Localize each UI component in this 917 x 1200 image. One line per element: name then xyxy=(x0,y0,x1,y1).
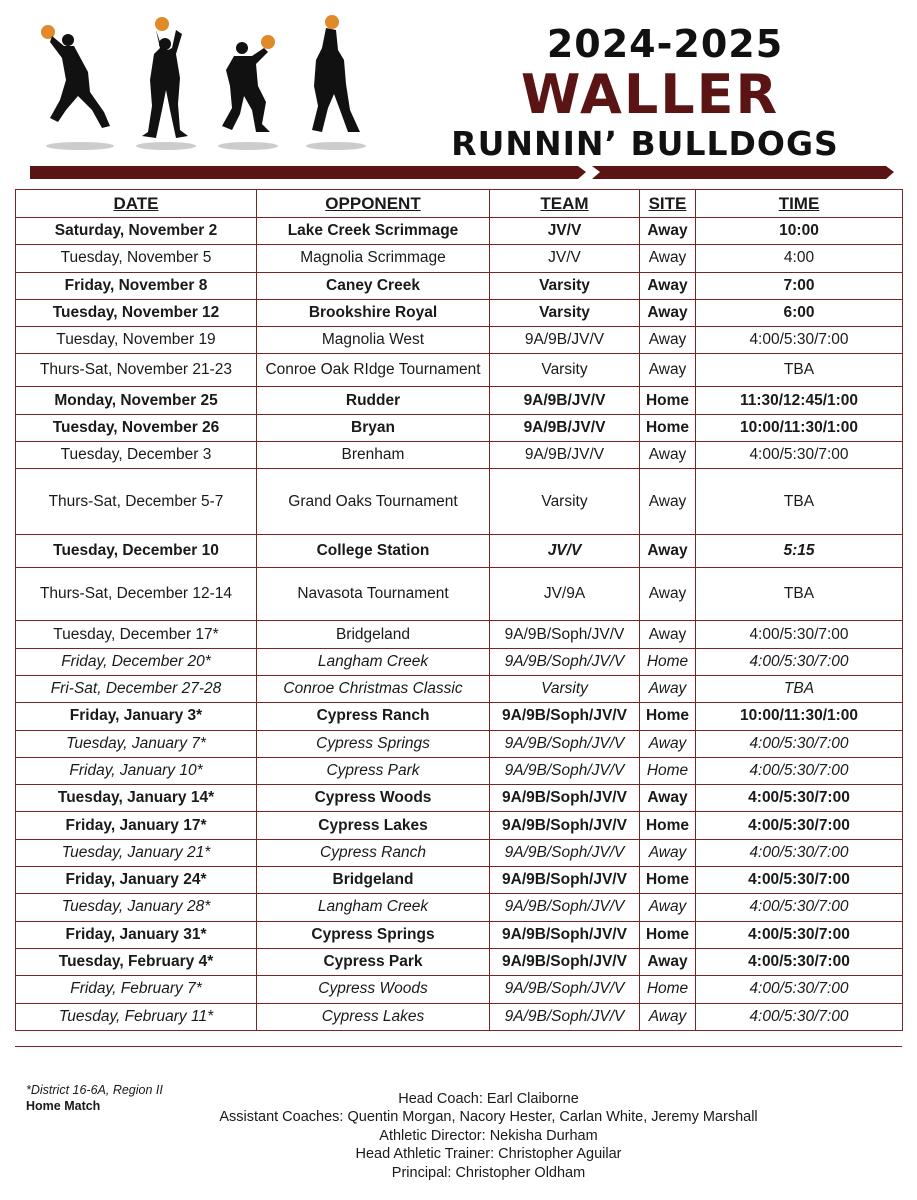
cell-site: Home xyxy=(640,921,696,948)
cell-opponent: Cypress Woods xyxy=(257,785,490,812)
cell-time: 4:00/5:30/7:00 xyxy=(696,812,903,839)
cell-date: Tuesday, December 3 xyxy=(16,442,257,469)
cell-opponent: Cypress Springs xyxy=(257,730,490,757)
cell-opponent: Langham Creek xyxy=(257,894,490,921)
cell-time: 11:30/12:45/1:00 xyxy=(696,387,903,414)
table-row xyxy=(16,648,903,675)
cell-site: Away xyxy=(640,568,696,621)
cell-time: 7:00 xyxy=(696,272,903,299)
cell-team: Varsity xyxy=(490,299,640,326)
table-row xyxy=(16,703,903,730)
cell-opponent: Magnolia Scrimmage xyxy=(257,245,490,272)
table-row xyxy=(16,948,903,975)
cell-opponent: Cypress Lakes xyxy=(257,812,490,839)
cell-opponent: Brenham xyxy=(257,442,490,469)
table-row xyxy=(16,387,903,414)
cell-team: 9A/9B/Soph/JV/V xyxy=(490,648,640,675)
cell-opponent: Conroe Christmas Classic xyxy=(257,675,490,702)
cell-date: Tuesday, February 11* xyxy=(16,1003,257,1030)
table-row xyxy=(16,442,903,469)
table-row xyxy=(16,1003,903,1030)
cell-opponent: Caney Creek xyxy=(257,272,490,299)
cell-opponent: Rudder xyxy=(257,387,490,414)
cell-opponent: Lake Creek Scrimmage xyxy=(257,218,490,245)
col-header-date: DATE xyxy=(16,190,257,218)
cell-site: Away xyxy=(640,327,696,354)
cell-time: 10:00 xyxy=(696,218,903,245)
school-name: WALLER xyxy=(520,63,780,126)
cell-team: 9A/9B/JV/V xyxy=(490,414,640,441)
player-silhouette-3 xyxy=(218,35,278,150)
title-block xyxy=(380,22,917,164)
cell-site: Away xyxy=(640,621,696,648)
cell-date: Tuesday, November 12 xyxy=(16,299,257,326)
header xyxy=(0,0,917,185)
district-note: *District 16-6A, Region II xyxy=(26,1083,163,1097)
cell-time: 4:00/5:30/7:00 xyxy=(696,442,903,469)
cell-site: Away xyxy=(640,839,696,866)
cell-date: Tuesday, January 14* xyxy=(16,785,257,812)
arrow-bar-right xyxy=(592,166,894,179)
cell-site: Away xyxy=(640,354,696,387)
cell-date: Fri-Sat, December 27-28 xyxy=(16,675,257,702)
player-silhouette-2 xyxy=(136,17,196,150)
table-row xyxy=(16,757,903,784)
cell-time: 4:00/5:30/7:00 xyxy=(696,976,903,1003)
table-row xyxy=(16,535,903,568)
cell-date: Thurs-Sat, November 21-23 xyxy=(16,354,257,387)
table-row xyxy=(16,218,903,245)
cell-team: 9A/9B/Soph/JV/V xyxy=(490,730,640,757)
cell-time: 4:00/5:30/7:00 xyxy=(696,621,903,648)
table-row xyxy=(16,354,903,387)
cell-site: Away xyxy=(640,245,696,272)
cell-team: 9A/9B/Soph/JV/V xyxy=(490,621,640,648)
col-header-site: SITE xyxy=(640,190,696,218)
cell-time: TBA xyxy=(696,675,903,702)
staff-head-coach: Head Coach: Earl Claiborne xyxy=(398,1091,579,1107)
cell-site: Away xyxy=(640,730,696,757)
cell-team: 9A/9B/Soph/JV/V xyxy=(490,839,640,866)
table-row xyxy=(16,272,903,299)
cell-date: Tuesday, November 5 xyxy=(16,245,257,272)
cell-date: Tuesday, December 17* xyxy=(16,621,257,648)
decorative-arrow-bars xyxy=(30,162,894,182)
cell-site: Away xyxy=(640,1003,696,1030)
table-row xyxy=(16,621,903,648)
cell-time: 4:00/5:30/7:00 xyxy=(696,839,903,866)
season-year: 2024-2025 xyxy=(546,22,784,66)
cell-date: Saturday, November 2 xyxy=(16,218,257,245)
cell-opponent: Cypress Park xyxy=(257,757,490,784)
cell-date: Tuesday, January 28* xyxy=(16,894,257,921)
basketball-players-graphic xyxy=(30,14,390,162)
cell-opponent: Conroe Oak RIdge Tournament xyxy=(257,354,490,387)
cell-team: 9A/9B/Soph/JV/V xyxy=(490,976,640,1003)
arrow-bar-left xyxy=(30,166,586,179)
cell-opponent: Brookshire Royal xyxy=(257,299,490,326)
col-header-team: TEAM xyxy=(490,190,640,218)
schedule-table xyxy=(15,189,903,1031)
cell-team: Varsity xyxy=(490,272,640,299)
cell-time: 4:00/5:30/7:00 xyxy=(696,1003,903,1030)
cell-site: Away xyxy=(640,272,696,299)
staff-head-trainer: Head Athletic Trainer: Christopher Aguilar xyxy=(355,1146,622,1163)
cell-team: 9A/9B/Soph/JV/V xyxy=(490,948,640,975)
cell-time: TBA xyxy=(696,568,903,621)
cell-team: 9A/9B/Soph/JV/V xyxy=(490,812,640,839)
table-row xyxy=(16,469,903,535)
player-silhouette-4 xyxy=(306,15,366,150)
cell-opponent: Grand Oaks Tournament xyxy=(257,469,490,535)
cell-time: TBA xyxy=(696,469,903,535)
staff-athletic-director: Athletic Director: Nekisha Durham xyxy=(379,1127,598,1144)
cell-date: Tuesday, January 21* xyxy=(16,839,257,866)
cell-site: Home xyxy=(640,414,696,441)
cell-team: JV/V xyxy=(490,535,640,568)
cell-site: Away xyxy=(640,535,696,568)
cell-date: Friday, January 17* xyxy=(16,812,257,839)
cell-opponent: Cypress Lakes xyxy=(257,1003,490,1030)
cell-site: Home xyxy=(640,812,696,839)
cell-date: Friday, January 31* xyxy=(16,921,257,948)
cell-date: Friday, January 24* xyxy=(16,867,257,894)
table-row xyxy=(16,414,903,441)
table-row xyxy=(16,839,903,866)
cell-team: 9A/9B/JV/V xyxy=(490,327,640,354)
cell-team: 9A/9B/Soph/JV/V xyxy=(490,867,640,894)
cell-site: Away xyxy=(640,675,696,702)
team-name: RUNNIN’ BULLDOGS xyxy=(451,124,839,163)
cell-site: Away xyxy=(640,218,696,245)
cell-time: 10:00/11:30/1:00 xyxy=(696,414,903,441)
cell-team: 9A/9B/JV/V xyxy=(490,442,640,469)
cell-site: Away xyxy=(640,785,696,812)
cell-opponent: Bridgeland xyxy=(257,621,490,648)
cell-opponent: Langham Creek xyxy=(257,648,490,675)
cell-opponent: Cypress Woods xyxy=(257,976,490,1003)
col-header-opponent: OPPONENT xyxy=(257,190,490,218)
cell-time: 4:00/5:30/7:00 xyxy=(696,648,903,675)
cell-opponent: Magnolia West xyxy=(257,327,490,354)
table-row xyxy=(16,327,903,354)
staff-assistant-coaches: Assistant Coaches: Quentin Morgan, Nacory Hester, Carlan White, Jeremy Marshall xyxy=(219,1109,758,1126)
cell-date: Friday, November 8 xyxy=(16,272,257,299)
cell-site: Home xyxy=(640,757,696,784)
cell-time: 4:00 xyxy=(696,245,903,272)
staff-principal: Principal: Christopher Oldham xyxy=(391,1164,586,1181)
staff-list xyxy=(30,1090,917,1182)
cell-site: Away xyxy=(640,948,696,975)
cell-time: 6:00 xyxy=(696,299,903,326)
cell-team: 9A/9B/Soph/JV/V xyxy=(490,785,640,812)
cell-date: Thurs-Sat, December 5-7 xyxy=(16,469,257,535)
cell-opponent: Cypress Ranch xyxy=(257,703,490,730)
cell-time: 10:00/11:30/1:00 xyxy=(696,703,903,730)
cell-time: TBA xyxy=(696,354,903,387)
cell-site: Home xyxy=(640,648,696,675)
cell-date: Friday, December 20* xyxy=(16,648,257,675)
cell-site: Away xyxy=(640,299,696,326)
col-header-time: TIME xyxy=(696,190,903,218)
cell-site: Home xyxy=(640,387,696,414)
table-row xyxy=(16,730,903,757)
cell-opponent: Bridgeland xyxy=(257,867,490,894)
cell-date: Thurs-Sat, December 12-14 xyxy=(16,568,257,621)
cell-opponent: Cypress Springs xyxy=(257,921,490,948)
cell-site: Away xyxy=(640,442,696,469)
table-row xyxy=(16,785,903,812)
table-row xyxy=(16,245,903,272)
cell-team: JV/V xyxy=(490,245,640,272)
cell-date: Friday, February 7* xyxy=(16,976,257,1003)
cell-opponent: Navasota Tournament xyxy=(257,568,490,621)
cell-time: 4:00/5:30/7:00 xyxy=(696,894,903,921)
cell-time: 4:00/5:30/7:00 xyxy=(696,921,903,948)
cell-date: Friday, January 3* xyxy=(16,703,257,730)
cell-time: 5:15 xyxy=(696,535,903,568)
schedule-body xyxy=(16,218,903,1031)
cell-time: 4:00/5:30/7:00 xyxy=(696,867,903,894)
cell-site: Home xyxy=(640,703,696,730)
cell-date: Monday, November 25 xyxy=(16,387,257,414)
cell-team: 9A/9B/Soph/JV/V xyxy=(490,1003,640,1030)
table-row xyxy=(16,568,903,621)
cell-team: Varsity xyxy=(490,354,640,387)
cell-team: 9A/9B/Soph/JV/V xyxy=(490,921,640,948)
cell-team: JV/9A xyxy=(490,568,640,621)
cell-site: Away xyxy=(640,894,696,921)
table-row xyxy=(16,675,903,702)
cell-team: 9A/9B/JV/V xyxy=(490,387,640,414)
cell-date: Tuesday, November 26 xyxy=(16,414,257,441)
cell-opponent: Cypress Park xyxy=(257,948,490,975)
cell-time: 4:00/5:30/7:00 xyxy=(696,948,903,975)
home-match-note: Home Match xyxy=(26,1099,101,1113)
cell-site: Home xyxy=(640,976,696,1003)
table-row xyxy=(16,894,903,921)
table-row xyxy=(16,812,903,839)
cell-opponent: College Station xyxy=(257,535,490,568)
player-silhouette-1 xyxy=(41,25,114,150)
cell-team: 9A/9B/Soph/JV/V xyxy=(490,703,640,730)
cell-date: Tuesday, November 19 xyxy=(16,327,257,354)
table-bottom-rule xyxy=(15,1046,902,1047)
table-row xyxy=(16,921,903,948)
cell-time: 4:00/5:30/7:00 xyxy=(696,730,903,757)
cell-time: 4:00/5:30/7:00 xyxy=(696,327,903,354)
cell-date: Tuesday, February 4* xyxy=(16,948,257,975)
cell-site: Home xyxy=(640,867,696,894)
cell-team: 9A/9B/Soph/JV/V xyxy=(490,894,640,921)
cell-team: Varsity xyxy=(490,469,640,535)
cell-team: Varsity xyxy=(490,675,640,702)
cell-site: Away xyxy=(640,469,696,535)
table-row xyxy=(16,867,903,894)
cell-date: Friday, January 10* xyxy=(16,757,257,784)
table-row xyxy=(16,976,903,1003)
cell-date: Tuesday, December 10 xyxy=(16,535,257,568)
cell-team: 9A/9B/Soph/JV/V xyxy=(490,757,640,784)
cell-opponent: Cypress Ranch xyxy=(257,839,490,866)
table-row xyxy=(16,299,903,326)
cell-team: JV/V xyxy=(490,218,640,245)
cell-date: Tuesday, January 7* xyxy=(16,730,257,757)
cell-opponent: Bryan xyxy=(257,414,490,441)
table-header-row xyxy=(16,190,903,218)
cell-time: 4:00/5:30/7:00 xyxy=(696,785,903,812)
cell-time: 4:00/5:30/7:00 xyxy=(696,757,903,784)
